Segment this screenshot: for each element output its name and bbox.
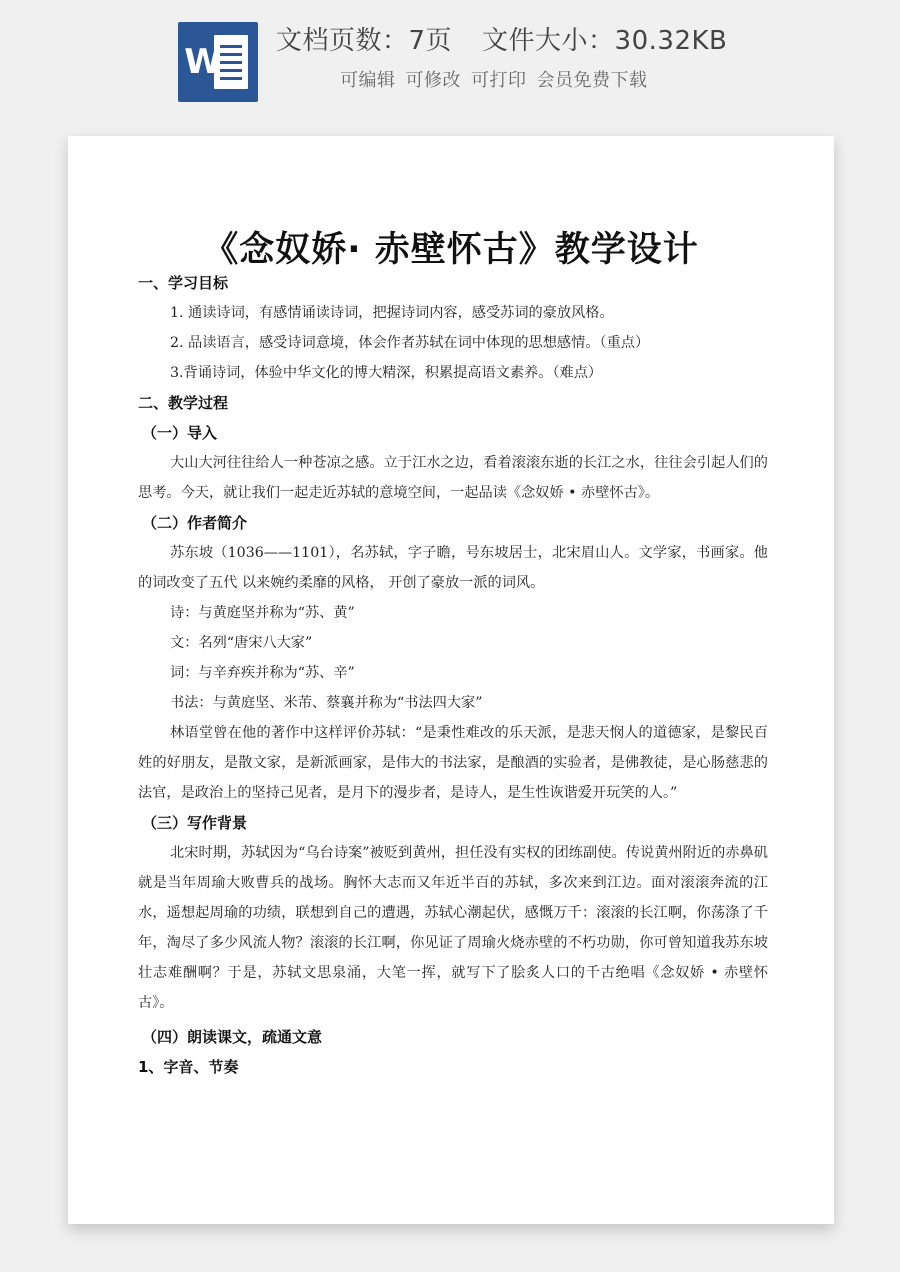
feature-modifiable: 可修改 bbox=[405, 70, 461, 91]
section-heading-process: 二、教学过程 bbox=[138, 394, 229, 412]
word-icon-letter: W bbox=[184, 42, 222, 82]
author-fact: 书法：与黄庭坚、米芾、蔡襄并称为“书法四大家” bbox=[170, 695, 483, 711]
feature-printable: 可打印 bbox=[471, 70, 527, 91]
author-fact: 词：与辛弃疾并称为“苏、辛” bbox=[170, 665, 355, 681]
feature-editable: 可编辑 bbox=[340, 70, 396, 91]
document-page bbox=[68, 136, 834, 1224]
author-fact: 诗：与黄庭坚并称为“苏、黄” bbox=[170, 605, 355, 621]
subheading-background: （三）写作背景 bbox=[142, 814, 248, 832]
goal-item: 2. 品读语言，感受诗词意境，体会作者苏轼在词中体现的思想感情。（重点） bbox=[170, 335, 650, 351]
subheading-reading: （四）朗读课文，疏通文意 bbox=[142, 1028, 323, 1046]
author-fact: 文：名列“唐宋八大家” bbox=[170, 635, 313, 651]
file-size: 文件大小：30.32KB bbox=[482, 26, 728, 56]
subheading-intro: （一）导入 bbox=[142, 424, 218, 442]
intro-paragraph: 大山大河往往给人一种苍凉之感。立于江水之边，看着滚滚东逝的长江之水，往往会引起人们的思考。今天，就让我们一起走近苏轼的意境空间，一起品读《念奴娇 • 赤壁怀古》。 bbox=[138, 455, 768, 501]
feature-member-download: 会员免费下载 bbox=[536, 70, 648, 91]
page-count: 文档页数：7页 bbox=[276, 26, 453, 56]
goal-item: 1. 通读诗词，有感情诵读诗词，把握诗词内容，感受苏词的豪放风格。 bbox=[170, 305, 614, 321]
goal-item: 3.背诵诗词，体验中华文化的博大精深，积累提高语文素养。（难点） bbox=[170, 365, 603, 381]
section-heading-goals: 一、学习目标 bbox=[138, 274, 229, 292]
feature-list bbox=[340, 66, 658, 92]
document-body bbox=[138, 268, 768, 1082]
document-title: 《念奴娇· 赤壁怀古》教学设计 bbox=[203, 230, 699, 270]
file-meta bbox=[276, 20, 727, 57]
download-banner bbox=[0, 0, 900, 120]
word-document-icon bbox=[178, 22, 258, 102]
author-paragraph: 苏东坡（1036——1101），名苏轼，字子瞻，号东坡居士，北宋眉山人。文学家，书画家。他的词改变了五代 以来婉约柔靡的风格， 开创了豪放一派的词风。 bbox=[138, 545, 768, 591]
background-paragraph: 北宋时期，苏轼因为“乌台诗案”被贬到黄州，担任没有实权的团练副使。传说黄州附近的赤鼻矶就是当年周瑜大败曹兵的战场。胸怀大志而又年近半百的苏轼，多次来到江边。面对滚滚奔流的江水，遥想起周瑜的功绩，联想到自己的遭遇，苏轼心潮起伏，感慨万千：滚滚的长江啊，你荡涤了千年，淘尽了多少风流人物？滚滚的长江啊，你见证了周瑜火烧赤壁的不朽功勋，你可曾知道我苏东坡壮志难酬啊？于是，苏轼文思泉涌，大笔一挥，就写下了脍炙人口的千古绝唱《念奴娇 • 赤壁怀古》。 bbox=[138, 845, 768, 1011]
subheading-pronunciation: 1、字音、节奏 bbox=[138, 1058, 239, 1076]
lin-yutang-quote: 林语堂曾在他的著作中这样评价苏轼：“是秉性难改的乐天派，是悲天悯人的道德家，是黎民百姓的好朋友，是散文家，是新派画家，是伟大的书法家，是酿酒的实验者，是佛教徒，是心肠慈悲的法官，是政治上的坚持己见者，是月下的漫步者，是诗人，是生性诙谐爱开玩笑的人。” bbox=[138, 725, 768, 801]
subheading-author: （二）作者简介 bbox=[142, 514, 248, 532]
